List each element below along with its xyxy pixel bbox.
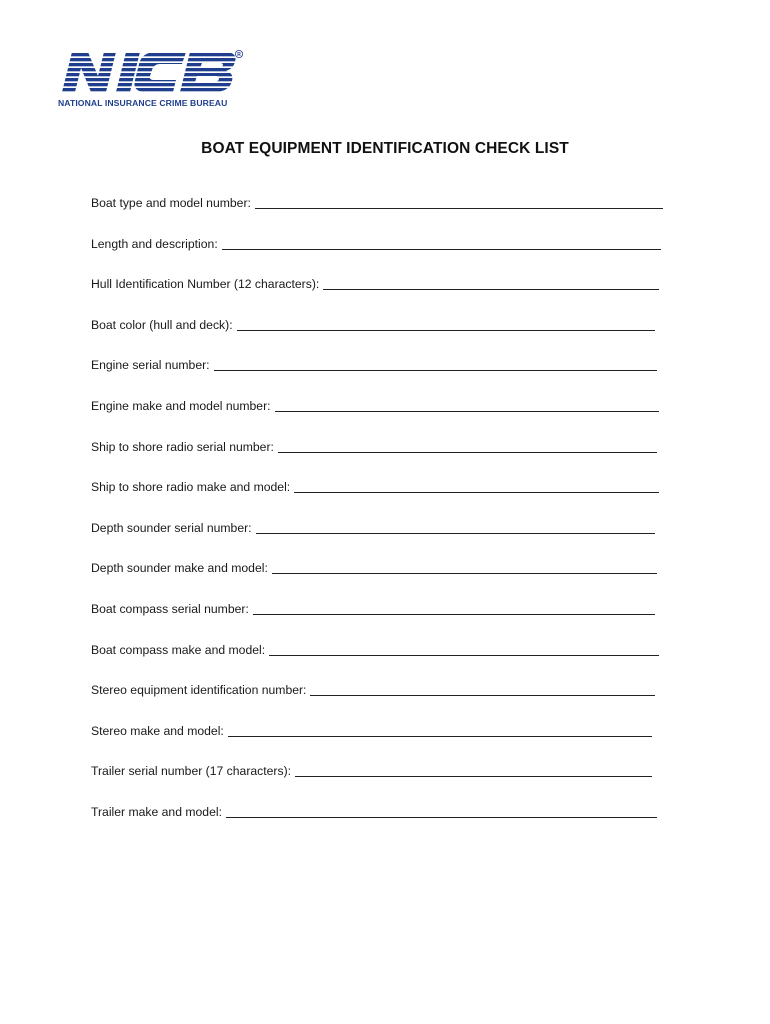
svg-text:R: R bbox=[237, 52, 241, 58]
field-label: Stereo equipment identification number: bbox=[91, 683, 307, 698]
field-label: Trailer serial number (17 characters): bbox=[91, 764, 292, 779]
field-label: Ship to shore radio serial number: bbox=[91, 439, 274, 454]
field-label: Depth sounder serial number: bbox=[91, 520, 252, 535]
field-input-line[interactable] bbox=[237, 316, 655, 331]
logo-subtitle: NATIONAL INSURANCE CRIME BUREAU bbox=[58, 98, 228, 108]
field-label: Engine serial number: bbox=[91, 358, 210, 373]
field-stereo-id bbox=[91, 681, 663, 722]
field-boat-type bbox=[91, 194, 663, 235]
field-label: Stereo make and model: bbox=[91, 723, 224, 738]
field-input-line[interactable] bbox=[275, 397, 659, 412]
field-input-line[interactable] bbox=[323, 275, 659, 290]
field-input-line[interactable] bbox=[214, 356, 657, 371]
document-title: BOAT EQUIPMENT IDENTIFICATION CHECK LIST bbox=[201, 140, 569, 157]
field-input-line[interactable] bbox=[278, 438, 657, 453]
field-trailer-serial bbox=[91, 762, 663, 803]
field-depth-sounder-make-model bbox=[91, 559, 663, 600]
field-label: Boat compass serial number: bbox=[91, 601, 249, 616]
field-label: Boat color (hull and deck): bbox=[91, 317, 233, 332]
field-boat-color bbox=[91, 316, 663, 357]
field-hull-id bbox=[91, 275, 663, 316]
field-label: Engine make and model number: bbox=[91, 398, 271, 413]
field-input-line[interactable] bbox=[272, 559, 657, 574]
field-input-line[interactable] bbox=[255, 194, 663, 209]
field-engine-serial bbox=[91, 356, 663, 397]
field-input-line[interactable] bbox=[253, 600, 655, 615]
field-depth-sounder-serial bbox=[91, 519, 663, 560]
field-input-line[interactable] bbox=[310, 681, 655, 696]
field-input-line[interactable] bbox=[295, 762, 652, 777]
field-input-line[interactable] bbox=[294, 478, 659, 493]
field-label: Boat type and model number: bbox=[91, 196, 251, 210]
field-radio-serial bbox=[91, 438, 663, 479]
field-stereo-make-model bbox=[91, 722, 663, 763]
field-input-line[interactable] bbox=[228, 722, 652, 737]
checklist-fields bbox=[91, 194, 663, 844]
nicb-logo bbox=[58, 48, 244, 108]
field-trailer-make-model bbox=[91, 803, 663, 844]
nicb-logo-mark bbox=[58, 48, 244, 96]
field-compass-make-model bbox=[91, 641, 663, 682]
field-input-line[interactable] bbox=[269, 641, 659, 656]
field-input-line[interactable] bbox=[226, 803, 657, 818]
field-compass-serial bbox=[91, 600, 663, 641]
field-input-line[interactable] bbox=[222, 235, 661, 250]
field-label: Ship to shore radio make and model: bbox=[91, 480, 291, 495]
field-input-line[interactable] bbox=[256, 519, 655, 534]
field-label: Hull Identification Number (12 characters): bbox=[91, 277, 320, 292]
field-label: Depth sounder make and model: bbox=[91, 561, 268, 576]
field-label: Length and description: bbox=[91, 236, 218, 251]
field-label: Trailer make and model: bbox=[91, 804, 222, 819]
field-radio-make-model bbox=[91, 478, 663, 519]
field-label: Boat compass make and model: bbox=[91, 642, 266, 657]
field-length-description bbox=[91, 235, 663, 276]
field-engine-make-model bbox=[91, 397, 663, 438]
